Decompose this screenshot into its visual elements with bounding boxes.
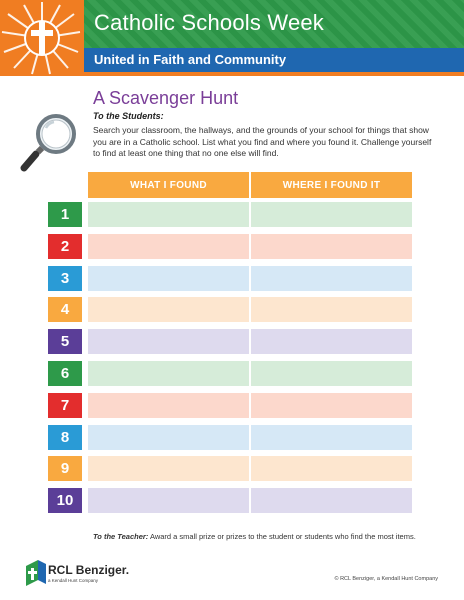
row-number: 8 xyxy=(48,425,82,450)
where-found-cell[interactable] xyxy=(251,393,412,418)
row-number: 3 xyxy=(48,266,82,291)
teacher-text: Award a small prize or prizes to the student or students who find the most items. xyxy=(148,532,416,541)
where-found-cell[interactable] xyxy=(251,297,412,322)
column-header-where-found: WHERE I FOUND IT xyxy=(251,172,412,198)
where-found-cell[interactable] xyxy=(251,266,412,291)
table-row xyxy=(48,425,412,450)
page-title: Catholic Schools Week xyxy=(94,10,325,35)
teacher-label: To the Teacher: xyxy=(93,532,149,541)
table-row xyxy=(48,456,412,481)
header-banner xyxy=(0,0,464,76)
row-number: 4 xyxy=(48,297,82,322)
students-label: To the Students: xyxy=(93,111,164,121)
where-found-cell[interactable] xyxy=(251,234,412,259)
table-row xyxy=(48,202,412,227)
rcl-benziger-logo-icon xyxy=(26,560,46,586)
row-number: 6 xyxy=(48,361,82,386)
what-found-cell[interactable] xyxy=(88,425,249,450)
brand-name: RCL Benziger. xyxy=(48,563,130,577)
row-number: 1 xyxy=(48,202,82,227)
title-band xyxy=(84,0,464,48)
table-row xyxy=(48,266,412,291)
table-row xyxy=(48,361,412,386)
row-number: 10 xyxy=(48,488,82,513)
table-row xyxy=(48,329,412,354)
row-number: 2 xyxy=(48,234,82,259)
copyright-notice: © RCL Benziger, a Kendall Hunt Company xyxy=(334,576,438,582)
table-row xyxy=(48,488,412,513)
publisher-logo xyxy=(26,560,146,590)
activity-title: A Scavenger Hunt xyxy=(93,88,239,108)
teacher-note xyxy=(93,532,416,541)
column-header-what-found: WHAT I FOUND xyxy=(88,172,249,198)
row-number: 7 xyxy=(48,393,82,418)
where-found-cell[interactable] xyxy=(251,329,412,354)
where-found-cell[interactable] xyxy=(251,488,412,513)
where-found-cell[interactable] xyxy=(251,202,412,227)
row-number: 5 xyxy=(48,329,82,354)
table-row xyxy=(48,393,412,418)
activity-instructions: Search your classroom, the hallways, and the grounds of your school for things that show you are in a Catholic school. List what you find and where you found it. Challenge yourself to find at least one thing that no one else will find. xyxy=(93,125,432,158)
what-found-cell[interactable] xyxy=(88,234,249,259)
what-found-cell[interactable] xyxy=(88,488,249,513)
where-found-cell[interactable] xyxy=(251,361,412,386)
header-divider xyxy=(84,72,464,76)
subtitle-band xyxy=(84,48,464,72)
what-found-cell[interactable] xyxy=(88,266,249,291)
what-found-cell[interactable] xyxy=(88,393,249,418)
what-found-cell[interactable] xyxy=(88,456,249,481)
what-found-cell[interactable] xyxy=(88,361,249,386)
page-subtitle: United in Faith and Community xyxy=(94,52,287,67)
what-found-cell[interactable] xyxy=(88,202,249,227)
where-found-cell[interactable] xyxy=(251,456,412,481)
brand-subtitle: a Kendall Hunt Company xyxy=(48,578,99,583)
what-found-cell[interactable] xyxy=(88,297,249,322)
row-number: 9 xyxy=(48,456,82,481)
table-row xyxy=(48,234,412,259)
what-found-cell[interactable] xyxy=(88,329,249,354)
cross-sunburst-icon xyxy=(0,0,84,76)
where-found-cell[interactable] xyxy=(251,425,412,450)
magnifying-glass-icon xyxy=(20,112,88,176)
table-row xyxy=(48,297,412,322)
